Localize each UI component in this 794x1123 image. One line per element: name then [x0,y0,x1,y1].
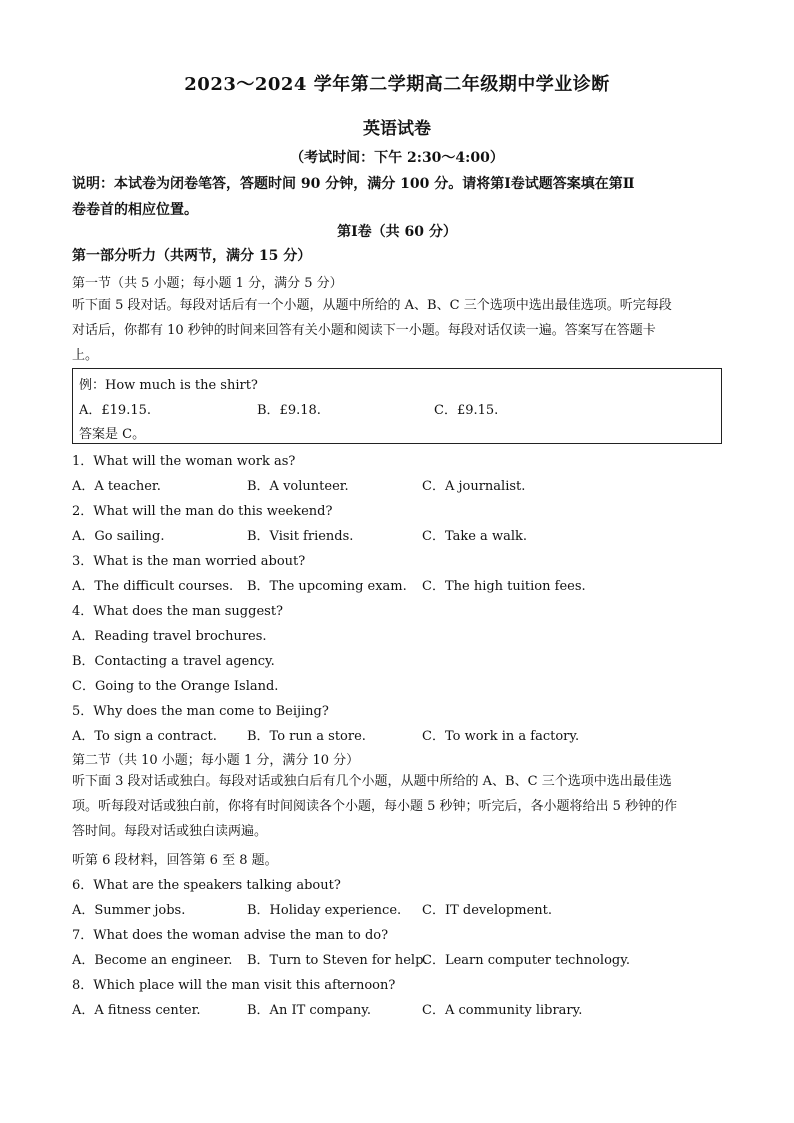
section1-heading: 第一节（共 5 小题；每小题 1 分，满分 5 分） [72,276,343,291]
notice-line-1: 说明：本试卷为闭卷笔答，答题时间 90 分钟，满分 100 分。请将第Ⅰ卷试题答案填在第Ⅱ [72,176,635,192]
option-c: C．Going to the Orange Island. [72,679,279,694]
instruction-line: 答时间。每段对话或独白读两遍。 [72,824,268,839]
option-a: A．A teacher. [72,479,161,494]
option-b: B．To run a store. [247,729,366,744]
option-b: B．Turn to Steven for help. [247,953,428,968]
example-box [72,368,722,444]
section1-instructions [72,293,722,368]
notice-line-2: 卷卷首的相应位置。 [72,202,198,218]
instruction-line: 听下面 5 段对话。每段对话后有一个小题，从题中所给的 A、B、C 三个选项中选出最佳选项。听完每段 [72,298,672,313]
option-b: B．The upcoming exam. [247,579,407,594]
option-b: B．Contacting a travel agency. [72,654,275,669]
exam-title: 2023～2024 学年第二学期高二年级期中学业诊断 [184,74,610,95]
exam-time: （考试时间：下午 2:30～4:00） [290,150,504,166]
material-6-intro: 听第 6 段材料，回答第 6 至 8 题。 [72,853,278,868]
exam-notice [72,171,722,223]
part-heading: 第一部分听力（共两节，满分 15 分） [72,248,312,264]
option-b: B．Visit friends. [247,529,354,544]
question-2: 2．What will the man do this weekend? [72,504,333,519]
option-a: A．£19.15. [79,403,152,418]
option-a: A．To sign a contract. [72,729,217,744]
option-c: C．£9.15. [434,403,499,418]
option-c: C．To work in a factory. [422,729,580,744]
question-3: 3．What is the man worried about? [72,554,306,569]
question-8: 8．Which place will the man visit this afternoon? [72,978,396,993]
question-4: 4．What does the man suggest? [72,604,284,619]
instruction-line: 项。听每段对话或独白前，你将有时间阅读各个小题，每小题 5 秒钟；听完后，各小题将给出 5 秒钟的作 [72,799,678,814]
option-a: A．Go sailing. [72,529,165,544]
option-c: C．Take a walk. [422,529,527,544]
section2-instructions [72,769,722,844]
option-b: B．Holiday experience. [247,903,402,918]
instruction-line: 对话后，你都有 10 秒钟的时间来回答有关小题和阅读下一小题。每段对话仅读一遍。答案写在答题卡 [72,323,656,338]
option-c: C．IT development. [422,903,552,918]
question-5: 5．Why does the man come to Beijing? [72,704,329,719]
option-a: A．Become an engineer. [72,953,233,968]
option-a: A．A fitness center. [72,1003,201,1018]
option-b: B．£9.18. [257,403,321,418]
instruction-line: 听下面 3 段对话或独白。每段对话或独白后有几个小题，从题中所给的 A、B、C 三个选项中选出最佳选 [72,774,672,789]
option-c: C．A community library. [422,1003,583,1018]
example-answer: 答案是 C。 [79,427,146,442]
option-c: C．The high tuition fees. [422,579,586,594]
section2-heading: 第二节（共 10 小题；每小题 1 分，满分 10 分） [72,753,360,768]
question-7: 7．What does the woman advise the man to do? [72,928,389,943]
option-c: C．A journalist. [422,479,526,494]
option-a: A．Summer jobs. [72,903,186,918]
option-b: B．A volunteer. [247,479,349,494]
volume-heading: 第Ⅰ卷（共 60 分） [337,224,457,240]
option-c: C．Learn computer technology. [422,953,630,968]
question-1: 1．What will the woman work as? [72,454,296,469]
option-a: A．The difficult courses. [72,579,234,594]
instruction-line: 上。 [72,348,99,363]
example-question: 例：How much is the shirt? [79,378,258,393]
option-b: B．An IT company. [247,1003,372,1018]
exam-subtitle: 英语试卷 [363,119,431,139]
option-a: A．Reading travel brochures. [72,629,267,644]
question-6: 6．What are the speakers talking about? [72,878,341,893]
